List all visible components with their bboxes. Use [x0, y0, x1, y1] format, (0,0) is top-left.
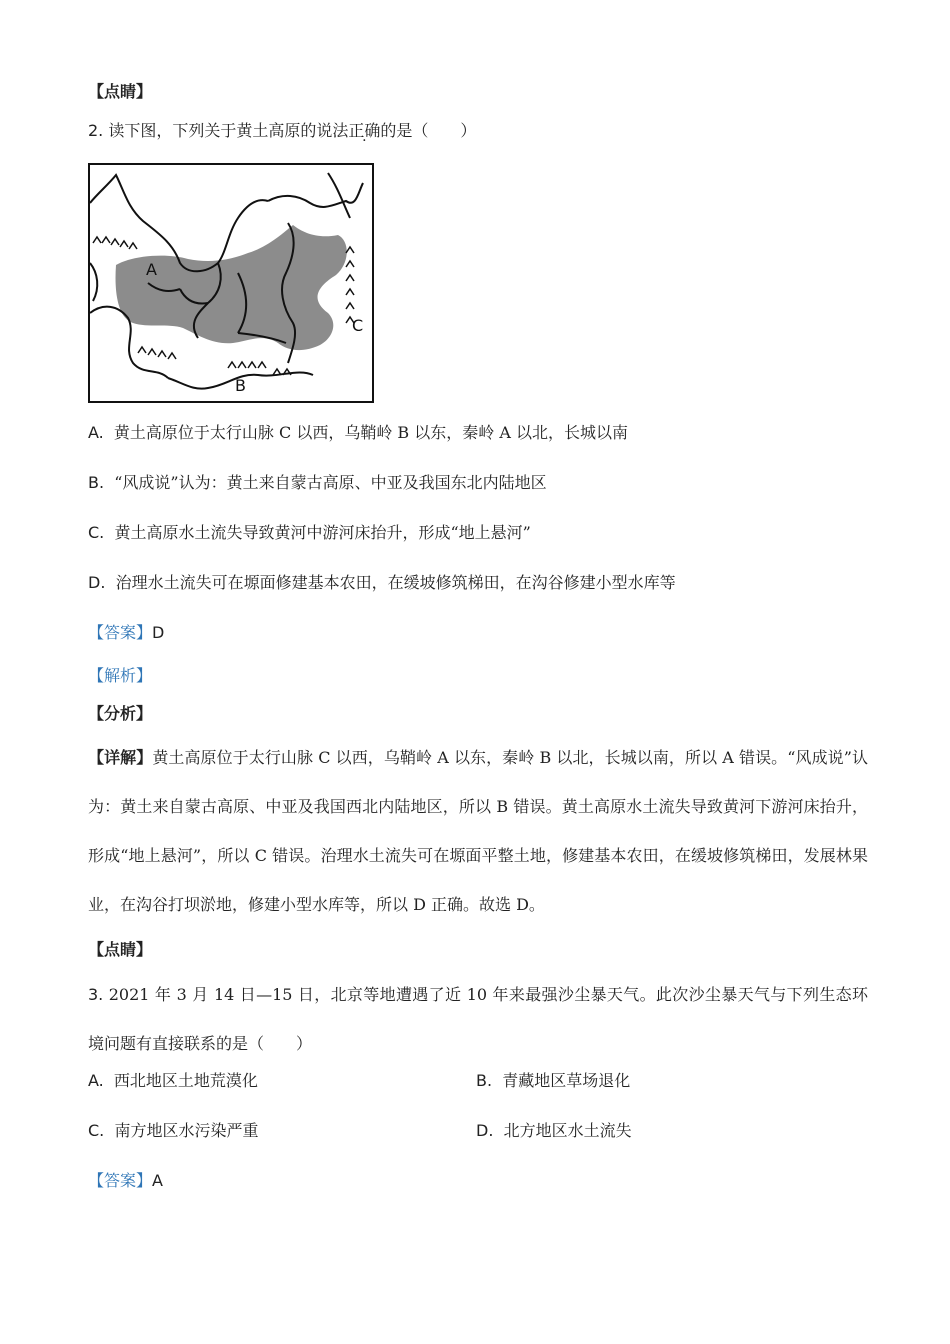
- fenxi-label: 【分析】: [88, 704, 153, 723]
- question-number: 3.: [88, 985, 104, 1004]
- option-letter: A.: [88, 1071, 104, 1090]
- map-label-b: B: [235, 376, 246, 395]
- option-letter: B.: [88, 473, 105, 492]
- q2-tip-label: 【点睛】: [88, 940, 153, 959]
- option-text: 北方地区水土流失: [503, 1121, 632, 1140]
- question-2-stem: [88, 121, 476, 141]
- stem-prefix: 读下图，下列关于黄土高原的说法: [108, 121, 349, 140]
- answer-row-q2: [88, 623, 164, 643]
- map-label-a: A: [146, 260, 157, 279]
- stem-suffix: 的是（ ）: [380, 121, 477, 140]
- answer-value: A: [152, 1171, 163, 1190]
- q1-tip-label: 【点睛】: [88, 82, 153, 101]
- question-3-stem: [88, 970, 868, 1068]
- option-letter: B.: [476, 1071, 493, 1090]
- option-letter: D.: [88, 573, 106, 592]
- detail-label: 【详解】: [88, 748, 153, 767]
- map-label-c: C: [352, 316, 364, 335]
- option-letter: C.: [88, 1121, 105, 1140]
- q3-option-c[interactable]: [88, 1121, 258, 1141]
- answer-row-q3: [88, 1171, 163, 1191]
- option-b[interactable]: [88, 473, 547, 493]
- answer-label: 【答案】: [88, 623, 153, 642]
- q3-option-a[interactable]: [88, 1071, 258, 1091]
- option-text: 南方地区水污染严重: [114, 1121, 259, 1140]
- answer-label: 【答案】: [88, 1171, 153, 1190]
- option-text: “风成说”认为：黄土来自蒙古高原、中亚及我国东北内陆地区: [114, 473, 547, 492]
- option-text: 黄土高原水土流失导致黄河中游河床抬升，形成“地上悬河”: [114, 523, 531, 542]
- stem-emphasis: 正确: [348, 121, 381, 140]
- option-letter: C.: [88, 523, 105, 542]
- stem-text: 2021 年 3 月 14 日—15 日，北京等地遭遇了近 10 年来最强沙尘暴天气。此次沙尘暴天气与下列生态环境问题有直接联系的是（ ）: [88, 985, 868, 1053]
- option-c[interactable]: [88, 523, 531, 543]
- option-text: 青藏地区草场退化: [502, 1071, 631, 1090]
- answer-value: D: [152, 623, 165, 642]
- option-text: 治理水土流失可在塬面修建基本农田，在缓坡修筑梯田，在沟谷修建小型水库等: [115, 573, 676, 592]
- question-number: 2.: [88, 121, 104, 140]
- q3-option-d[interactable]: [476, 1121, 632, 1141]
- option-d[interactable]: [88, 573, 676, 593]
- loess-plateau-map: [88, 163, 374, 403]
- detail-text: 黄土高原位于太行山脉 C 以西，乌鞘岭 A 以东，秦岭 B 以北，长城以南，所以 A 错误。“风成说”认为：黄土来自蒙古高原、中亚及我国西北内陆地区，所以 B 错误。黄土高原水土流失导致黄河下游河床抬升，形成“地上悬河”，所以 C 错误。治理水土流失可在塬面平整土地，修建基本农田，在缓坡修筑梯田，发展林果业，在沟谷打坝淤地，修建小型水库等，所以 D 正确。故选 D。: [88, 748, 868, 914]
- option-letter: D.: [476, 1121, 494, 1140]
- q3-option-b[interactable]: [476, 1071, 630, 1091]
- detail-paragraph: [88, 733, 868, 929]
- option-text: 西北地区土地荒漠化: [113, 1071, 258, 1090]
- option-letter: A.: [88, 423, 104, 442]
- analysis-label: 【解析】: [88, 666, 153, 685]
- option-a[interactable]: [88, 423, 628, 443]
- option-text: 黄土高原位于太行山脉 C 以西，乌鞘岭 B 以东，秦岭 A 以北，长城以南: [113, 423, 628, 442]
